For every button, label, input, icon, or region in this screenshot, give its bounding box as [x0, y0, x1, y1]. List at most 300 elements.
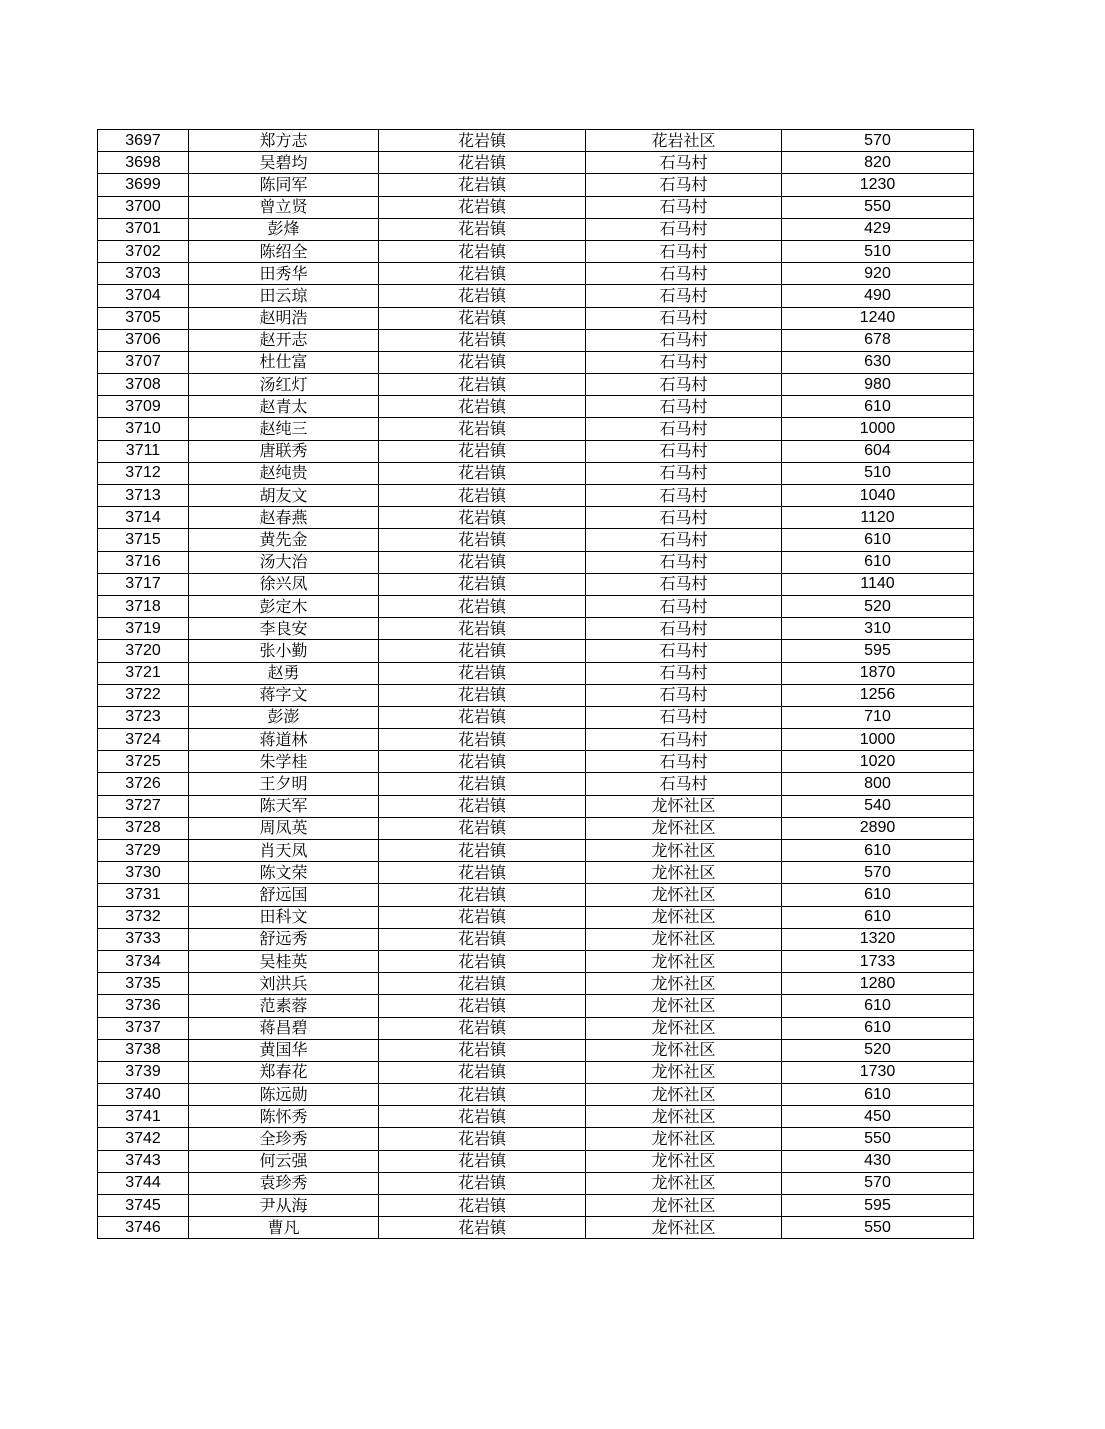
amount-cell: 604 [782, 440, 974, 462]
serial-number-cell: 3729 [98, 840, 189, 862]
table-row [98, 706, 974, 728]
name-cell: 陈天军 [189, 795, 379, 817]
serial-number-cell: 3710 [98, 418, 189, 440]
village-cell: 石马村 [586, 529, 782, 551]
serial-number-cell: 3723 [98, 706, 189, 728]
serial-number-cell: 3697 [98, 130, 189, 152]
town-cell: 花岩镇 [379, 263, 586, 285]
town-cell: 花岩镇 [379, 130, 586, 152]
amount-cell: 820 [782, 152, 974, 174]
name-cell: 赵明浩 [189, 307, 379, 329]
village-cell: 石马村 [586, 218, 782, 240]
name-cell: 曹凡 [189, 1217, 379, 1239]
table-row [98, 573, 974, 595]
town-cell: 花岩镇 [379, 973, 586, 995]
serial-number-cell: 3707 [98, 351, 189, 373]
amount-cell: 510 [782, 240, 974, 262]
name-cell: 朱学桂 [189, 751, 379, 773]
amount-cell: 310 [782, 618, 974, 640]
town-cell: 花岩镇 [379, 529, 586, 551]
village-cell: 石马村 [586, 507, 782, 529]
village-cell: 石马村 [586, 640, 782, 662]
town-cell: 花岩镇 [379, 1061, 586, 1083]
village-cell: 龙怀社区 [586, 973, 782, 995]
name-cell: 吴桂英 [189, 950, 379, 972]
amount-cell: 520 [782, 1039, 974, 1061]
village-cell: 龙怀社区 [586, 1128, 782, 1150]
town-cell: 花岩镇 [379, 485, 586, 507]
name-cell: 张小勤 [189, 640, 379, 662]
table-row [98, 529, 974, 551]
table-row [98, 396, 974, 418]
amount-cell: 550 [782, 196, 974, 218]
amount-cell: 920 [782, 263, 974, 285]
village-cell: 石马村 [586, 174, 782, 196]
town-cell: 花岩镇 [379, 218, 586, 240]
town-cell: 花岩镇 [379, 1128, 586, 1150]
village-cell: 石马村 [586, 240, 782, 262]
town-cell: 花岩镇 [379, 729, 586, 751]
name-cell: 何云强 [189, 1150, 379, 1172]
village-cell: 龙怀社区 [586, 884, 782, 906]
village-cell: 石马村 [586, 285, 782, 307]
village-cell: 石马村 [586, 618, 782, 640]
amount-cell: 610 [782, 396, 974, 418]
amount-cell: 610 [782, 884, 974, 906]
table-row [98, 263, 974, 285]
village-cell: 龙怀社区 [586, 995, 782, 1017]
amount-cell: 610 [782, 551, 974, 573]
table-row [98, 174, 974, 196]
town-cell: 花岩镇 [379, 795, 586, 817]
serial-number-cell: 3705 [98, 307, 189, 329]
town-cell: 花岩镇 [379, 618, 586, 640]
village-cell: 龙怀社区 [586, 1084, 782, 1106]
serial-number-cell: 3743 [98, 1150, 189, 1172]
village-cell: 龙怀社区 [586, 817, 782, 839]
amount-cell: 595 [782, 1195, 974, 1217]
name-cell: 唐联秀 [189, 440, 379, 462]
name-cell: 赵青太 [189, 396, 379, 418]
name-cell: 彭澎 [189, 706, 379, 728]
serial-number-cell: 3746 [98, 1217, 189, 1239]
village-cell: 龙怀社区 [586, 1195, 782, 1217]
village-cell: 石马村 [586, 595, 782, 617]
amount-cell: 1280 [782, 973, 974, 995]
town-cell: 花岩镇 [379, 551, 586, 573]
serial-number-cell: 3725 [98, 751, 189, 773]
village-cell: 石马村 [586, 573, 782, 595]
village-cell: 龙怀社区 [586, 1150, 782, 1172]
table-row [98, 285, 974, 307]
table-row [98, 640, 974, 662]
village-cell: 龙怀社区 [586, 840, 782, 862]
town-cell: 花岩镇 [379, 884, 586, 906]
serial-number-cell: 3703 [98, 263, 189, 285]
town-cell: 花岩镇 [379, 906, 586, 928]
town-cell: 花岩镇 [379, 817, 586, 839]
amount-cell: 610 [782, 1084, 974, 1106]
table-row [98, 995, 974, 1017]
town-cell: 花岩镇 [379, 573, 586, 595]
name-cell: 舒远秀 [189, 928, 379, 950]
serial-number-cell: 3733 [98, 928, 189, 950]
amount-cell: 630 [782, 351, 974, 373]
table-row [98, 618, 974, 640]
name-cell: 蒋昌碧 [189, 1017, 379, 1039]
town-cell: 花岩镇 [379, 329, 586, 351]
name-cell: 胡友文 [189, 485, 379, 507]
name-cell: 刘洪兵 [189, 973, 379, 995]
serial-number-cell: 3715 [98, 529, 189, 551]
village-cell: 龙怀社区 [586, 1172, 782, 1194]
table-row [98, 795, 974, 817]
table-row [98, 307, 974, 329]
serial-number-cell: 3737 [98, 1017, 189, 1039]
amount-cell: 1020 [782, 751, 974, 773]
serial-number-cell: 3741 [98, 1106, 189, 1128]
table-row [98, 950, 974, 972]
name-cell: 陈怀秀 [189, 1106, 379, 1128]
town-cell: 花岩镇 [379, 1217, 586, 1239]
town-cell: 花岩镇 [379, 1150, 586, 1172]
serial-number-cell: 3698 [98, 152, 189, 174]
village-cell: 石马村 [586, 351, 782, 373]
amount-cell: 610 [782, 1017, 974, 1039]
village-cell: 石马村 [586, 773, 782, 795]
town-cell: 花岩镇 [379, 862, 586, 884]
village-cell: 龙怀社区 [586, 906, 782, 928]
table-row [98, 1217, 974, 1239]
table-row [98, 729, 974, 751]
serial-number-cell: 3726 [98, 773, 189, 795]
serial-number-cell: 3740 [98, 1084, 189, 1106]
name-cell: 王夕明 [189, 773, 379, 795]
name-cell: 尹从海 [189, 1195, 379, 1217]
name-cell: 陈绍全 [189, 240, 379, 262]
amount-cell: 450 [782, 1106, 974, 1128]
village-cell: 石马村 [586, 440, 782, 462]
name-cell: 徐兴凤 [189, 573, 379, 595]
name-cell: 田云琼 [189, 285, 379, 307]
name-cell: 吴碧均 [189, 152, 379, 174]
village-cell: 石马村 [586, 329, 782, 351]
table-row [98, 351, 974, 373]
amount-cell: 1040 [782, 485, 974, 507]
amount-cell: 429 [782, 218, 974, 240]
serial-number-cell: 3724 [98, 729, 189, 751]
town-cell: 花岩镇 [379, 462, 586, 484]
name-cell: 范素蓉 [189, 995, 379, 1017]
name-cell: 曾立贤 [189, 196, 379, 218]
serial-number-cell: 3700 [98, 196, 189, 218]
amount-cell: 550 [782, 1128, 974, 1150]
village-cell: 石马村 [586, 418, 782, 440]
table-row [98, 374, 974, 396]
village-cell: 石马村 [586, 551, 782, 573]
town-cell: 花岩镇 [379, 928, 586, 950]
table-row [98, 196, 974, 218]
serial-number-cell: 3736 [98, 995, 189, 1017]
name-cell: 赵纯三 [189, 418, 379, 440]
table-row [98, 817, 974, 839]
serial-number-cell: 3719 [98, 618, 189, 640]
town-cell: 花岩镇 [379, 351, 586, 373]
town-cell: 花岩镇 [379, 1017, 586, 1039]
name-cell: 郑方志 [189, 130, 379, 152]
serial-number-cell: 3745 [98, 1195, 189, 1217]
table-body [98, 130, 974, 1239]
serial-number-cell: 3712 [98, 462, 189, 484]
town-cell: 花岩镇 [379, 1106, 586, 1128]
town-cell: 花岩镇 [379, 1084, 586, 1106]
name-cell: 汤红灯 [189, 374, 379, 396]
name-cell: 蒋字文 [189, 684, 379, 706]
town-cell: 花岩镇 [379, 152, 586, 174]
village-cell: 石马村 [586, 706, 782, 728]
name-cell: 陈同军 [189, 174, 379, 196]
serial-number-cell: 3739 [98, 1061, 189, 1083]
table-row [98, 884, 974, 906]
village-cell: 石马村 [586, 485, 782, 507]
name-cell: 陈文荣 [189, 862, 379, 884]
serial-number-cell: 3702 [98, 240, 189, 262]
village-cell: 石马村 [586, 263, 782, 285]
village-cell: 龙怀社区 [586, 795, 782, 817]
village-cell: 花岩社区 [586, 130, 782, 152]
name-cell: 黄先金 [189, 529, 379, 551]
village-cell: 龙怀社区 [586, 1039, 782, 1061]
serial-number-cell: 3738 [98, 1039, 189, 1061]
table-row [98, 1106, 974, 1128]
town-cell: 花岩镇 [379, 995, 586, 1017]
village-cell: 石马村 [586, 729, 782, 751]
table-row [98, 773, 974, 795]
serial-number-cell: 3722 [98, 684, 189, 706]
amount-cell: 1320 [782, 928, 974, 950]
serial-number-cell: 3718 [98, 595, 189, 617]
amount-cell: 570 [782, 862, 974, 884]
name-cell: 彭定木 [189, 595, 379, 617]
town-cell: 花岩镇 [379, 507, 586, 529]
village-cell: 龙怀社区 [586, 950, 782, 972]
amount-cell: 980 [782, 374, 974, 396]
village-cell: 石马村 [586, 751, 782, 773]
table-row [98, 662, 974, 684]
table-row [98, 507, 974, 529]
serial-number-cell: 3730 [98, 862, 189, 884]
serial-number-cell: 3744 [98, 1172, 189, 1194]
serial-number-cell: 3699 [98, 174, 189, 196]
town-cell: 花岩镇 [379, 440, 586, 462]
amount-cell: 540 [782, 795, 974, 817]
town-cell: 花岩镇 [379, 196, 586, 218]
table-row [98, 1084, 974, 1106]
serial-number-cell: 3716 [98, 551, 189, 573]
table-row [98, 329, 974, 351]
village-cell: 龙怀社区 [586, 1061, 782, 1083]
village-cell: 龙怀社区 [586, 1017, 782, 1039]
name-cell: 李良安 [189, 618, 379, 640]
table-row [98, 906, 974, 928]
amount-cell: 800 [782, 773, 974, 795]
amount-cell: 678 [782, 329, 974, 351]
village-cell: 石马村 [586, 152, 782, 174]
data-table [97, 129, 974, 1239]
town-cell: 花岩镇 [379, 240, 586, 262]
table-row [98, 1128, 974, 1150]
table-row [98, 152, 974, 174]
serial-number-cell: 3721 [98, 662, 189, 684]
town-cell: 花岩镇 [379, 307, 586, 329]
village-cell: 龙怀社区 [586, 928, 782, 950]
amount-cell: 510 [782, 462, 974, 484]
name-cell: 赵纯贵 [189, 462, 379, 484]
amount-cell: 1733 [782, 950, 974, 972]
town-cell: 花岩镇 [379, 418, 586, 440]
town-cell: 花岩镇 [379, 1195, 586, 1217]
amount-cell: 570 [782, 1172, 974, 1194]
town-cell: 花岩镇 [379, 706, 586, 728]
serial-number-cell: 3727 [98, 795, 189, 817]
village-cell: 石马村 [586, 662, 782, 684]
amount-cell: 1256 [782, 684, 974, 706]
amount-cell: 610 [782, 906, 974, 928]
amount-cell: 1730 [782, 1061, 974, 1083]
amount-cell: 710 [782, 706, 974, 728]
table-row [98, 440, 974, 462]
town-cell: 花岩镇 [379, 662, 586, 684]
amount-cell: 1000 [782, 729, 974, 751]
table-row [98, 462, 974, 484]
serial-number-cell: 3714 [98, 507, 189, 529]
amount-cell: 610 [782, 840, 974, 862]
serial-number-cell: 3713 [98, 485, 189, 507]
name-cell: 田科文 [189, 906, 379, 928]
name-cell: 肖天凤 [189, 840, 379, 862]
serial-number-cell: 3701 [98, 218, 189, 240]
town-cell: 花岩镇 [379, 285, 586, 307]
village-cell: 龙怀社区 [586, 1106, 782, 1128]
table-row [98, 218, 974, 240]
name-cell: 赵勇 [189, 662, 379, 684]
name-cell: 汤大治 [189, 551, 379, 573]
serial-number-cell: 3732 [98, 906, 189, 928]
town-cell: 花岩镇 [379, 640, 586, 662]
name-cell: 郑春花 [189, 1061, 379, 1083]
village-cell: 石马村 [586, 374, 782, 396]
serial-number-cell: 3735 [98, 973, 189, 995]
table-row [98, 595, 974, 617]
serial-number-cell: 3720 [98, 640, 189, 662]
table-row [98, 418, 974, 440]
town-cell: 花岩镇 [379, 773, 586, 795]
name-cell: 舒远国 [189, 884, 379, 906]
serial-number-cell: 3731 [98, 884, 189, 906]
table-row [98, 1150, 974, 1172]
name-cell: 赵春燕 [189, 507, 379, 529]
amount-cell: 610 [782, 995, 974, 1017]
amount-cell: 1140 [782, 573, 974, 595]
town-cell: 花岩镇 [379, 751, 586, 773]
amount-cell: 1240 [782, 307, 974, 329]
name-cell: 田秀华 [189, 263, 379, 285]
table-row [98, 862, 974, 884]
name-cell: 蒋道林 [189, 729, 379, 751]
table-row [98, 1039, 974, 1061]
village-cell: 龙怀社区 [586, 862, 782, 884]
amount-cell: 550 [782, 1217, 974, 1239]
table-row [98, 751, 974, 773]
village-cell: 石马村 [586, 307, 782, 329]
serial-number-cell: 3717 [98, 573, 189, 595]
serial-number-cell: 3734 [98, 950, 189, 972]
table-row [98, 485, 974, 507]
table-row [98, 973, 974, 995]
table-row [98, 1195, 974, 1217]
name-cell: 陈远勋 [189, 1084, 379, 1106]
amount-cell: 490 [782, 285, 974, 307]
name-cell: 杜仕富 [189, 351, 379, 373]
amount-cell: 570 [782, 130, 974, 152]
table-row [98, 1017, 974, 1039]
table-row [98, 551, 974, 573]
village-cell: 石马村 [586, 396, 782, 418]
name-cell: 彭烽 [189, 218, 379, 240]
table-row [98, 130, 974, 152]
town-cell: 花岩镇 [379, 684, 586, 706]
town-cell: 花岩镇 [379, 174, 586, 196]
name-cell: 全珍秀 [189, 1128, 379, 1150]
town-cell: 花岩镇 [379, 396, 586, 418]
amount-cell: 520 [782, 595, 974, 617]
table-row [98, 840, 974, 862]
amount-cell: 1000 [782, 418, 974, 440]
table-row [98, 928, 974, 950]
name-cell: 周凤英 [189, 817, 379, 839]
serial-number-cell: 3706 [98, 329, 189, 351]
table-row [98, 240, 974, 262]
serial-number-cell: 3728 [98, 817, 189, 839]
serial-number-cell: 3708 [98, 374, 189, 396]
table-row [98, 1172, 974, 1194]
village-cell: 石马村 [586, 684, 782, 706]
name-cell: 黄国华 [189, 1039, 379, 1061]
serial-number-cell: 3742 [98, 1128, 189, 1150]
amount-cell: 2890 [782, 817, 974, 839]
amount-cell: 1870 [782, 662, 974, 684]
village-cell: 石马村 [586, 196, 782, 218]
town-cell: 花岩镇 [379, 1039, 586, 1061]
name-cell: 赵开志 [189, 329, 379, 351]
town-cell: 花岩镇 [379, 1172, 586, 1194]
town-cell: 花岩镇 [379, 950, 586, 972]
amount-cell: 430 [782, 1150, 974, 1172]
name-cell: 袁珍秀 [189, 1172, 379, 1194]
village-cell: 龙怀社区 [586, 1217, 782, 1239]
amount-cell: 595 [782, 640, 974, 662]
town-cell: 花岩镇 [379, 595, 586, 617]
table-row [98, 1061, 974, 1083]
village-cell: 石马村 [586, 462, 782, 484]
serial-number-cell: 3711 [98, 440, 189, 462]
amount-cell: 1230 [782, 174, 974, 196]
table-row [98, 684, 974, 706]
serial-number-cell: 3704 [98, 285, 189, 307]
town-cell: 花岩镇 [379, 374, 586, 396]
town-cell: 花岩镇 [379, 840, 586, 862]
amount-cell: 610 [782, 529, 974, 551]
